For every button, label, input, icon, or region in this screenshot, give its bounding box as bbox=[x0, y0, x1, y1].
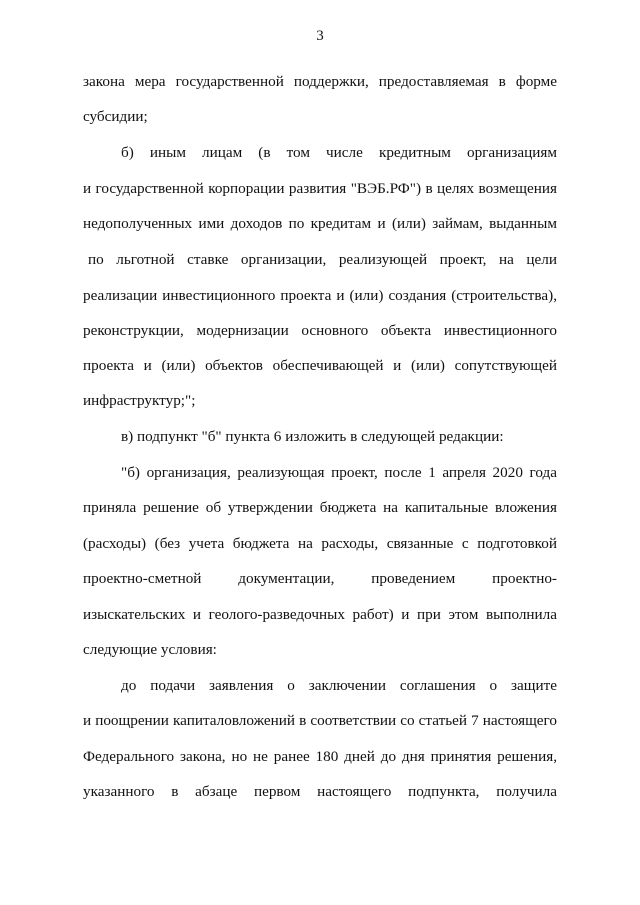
text-line: инфраструктур;"; bbox=[83, 392, 196, 409]
text-line: "б) организация, реализующая проект, после 1 апреля 2020 года bbox=[121, 464, 557, 481]
text-line: проектно-сметной документации, проведением проектно- bbox=[83, 570, 557, 587]
text-line: указанного в абзаце первом настоящего подпункта, получила bbox=[83, 783, 557, 800]
text-line: следующие условия: bbox=[83, 641, 217, 658]
text-line: (расходы) (без учета бюджета на расходы, связанные с подготовкой bbox=[83, 535, 557, 552]
text-line: и поощрении капиталовложений в соответствии со статьей 7 настоящего bbox=[83, 712, 557, 729]
text-line: до подачи заявления о заключении соглашения о защите bbox=[121, 677, 557, 694]
text-line: реконструкции, модернизации основного объекта инвестиционного bbox=[83, 322, 557, 339]
text-line: субсидии; bbox=[83, 108, 148, 125]
text-line: недополученных ими доходов по кредитам и (или) займам, выданным bbox=[83, 215, 557, 232]
text-line: б) иным лицам (в том числе кредитным организациям bbox=[121, 144, 557, 161]
text-line: проекта и (или) объектов обеспечивающей и (или) сопутствующей bbox=[83, 357, 557, 374]
text-line: в) подпункт "б" пункта 6 изложить в следующей редакции: bbox=[121, 428, 504, 445]
text-line: изыскательских и геолого-разведочных работ) и при этом выполнила bbox=[83, 606, 557, 623]
text-line: по льготной ставке организации, реализующей проект, на цели bbox=[88, 251, 557, 268]
text-line: реализации инвестиционного проекта и (или) создания (строительства), bbox=[83, 287, 557, 304]
page-number: 3 bbox=[316, 28, 324, 44]
text-line: приняла решение об утверждении бюджета на капитальные вложения bbox=[83, 499, 557, 516]
text-line: закона мера государственной поддержки, предоставляемая в форме bbox=[83, 73, 557, 90]
text-line: и государственной корпорации развития "ВЭБ.РФ") в целях возмещения bbox=[83, 180, 557, 197]
text-line: Федерального закона, но не ранее 180 дней до дня принятия решения, bbox=[83, 748, 557, 765]
